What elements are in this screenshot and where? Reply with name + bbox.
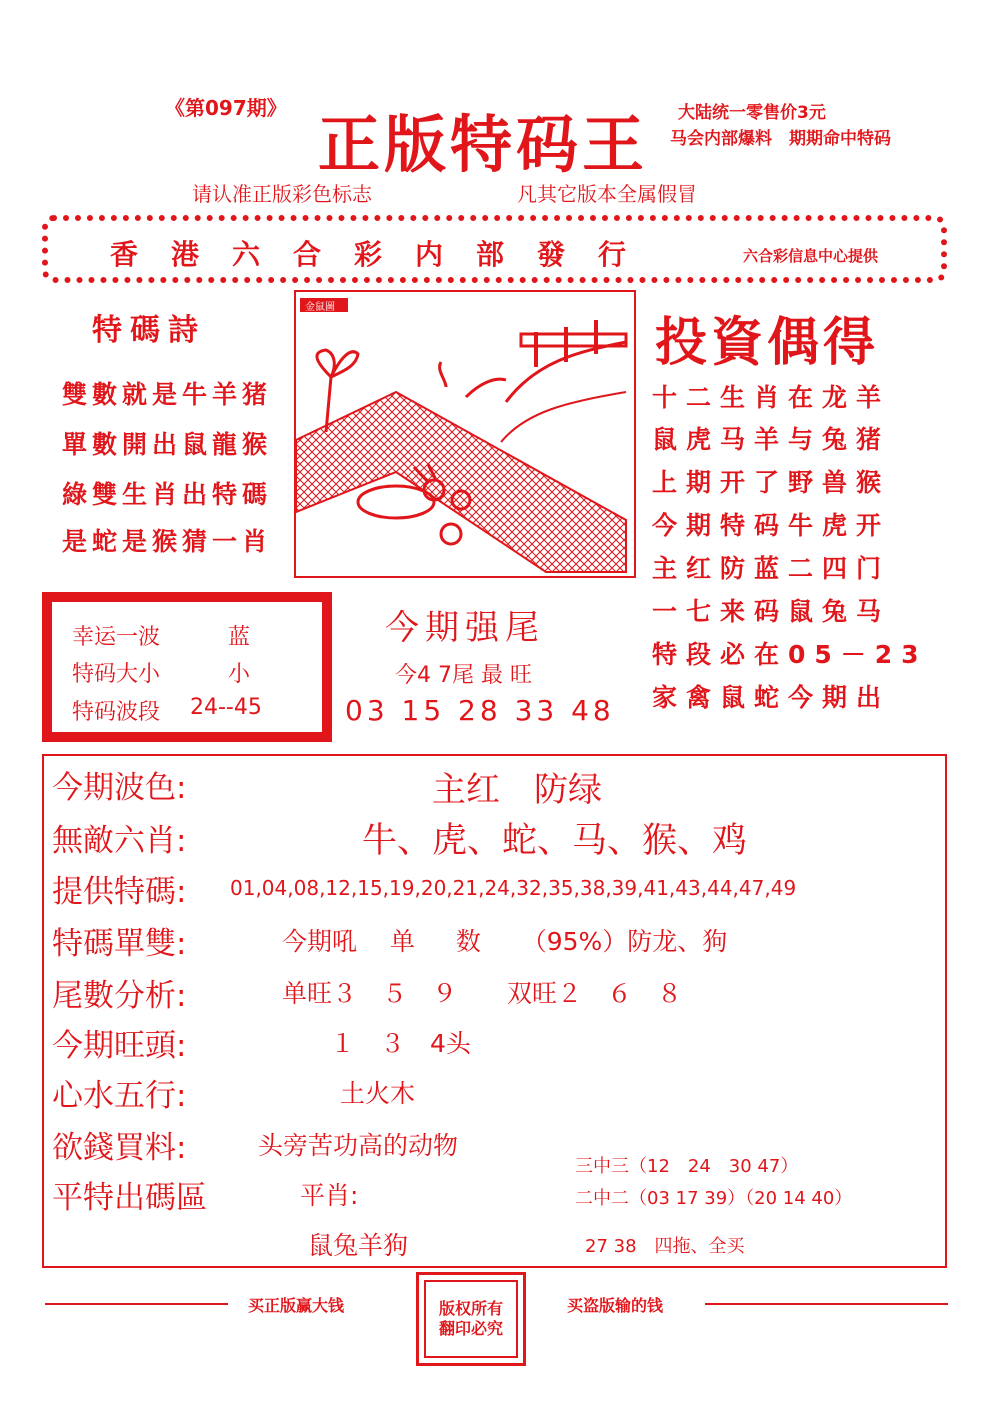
info-row-value: 小 bbox=[228, 662, 251, 687]
hot-heads-label: 今期旺頭: bbox=[52, 1028, 187, 1064]
tail-numbers: 03 15 28 33 48 bbox=[345, 694, 615, 727]
six-zodiac-label: 無敵六肖: bbox=[52, 823, 187, 859]
invest-line: 上期开了野兽猴 bbox=[652, 468, 891, 497]
rabbit-drawing-icon bbox=[296, 292, 634, 576]
footer-right-slogan: 买盗版输的钱 bbox=[567, 1296, 664, 1315]
info-row-value: 蓝 bbox=[228, 625, 251, 650]
tail-analysis-label: 尾數分析: bbox=[52, 978, 187, 1014]
want-money-value: 头旁苦功高的动物 bbox=[258, 1131, 459, 1160]
poem-line: 綠雙生肖出特碼 bbox=[62, 480, 273, 509]
invest-line: 家禽鼠蛇今期出 bbox=[652, 683, 891, 712]
info-row-label: 幸运一波 bbox=[72, 625, 161, 650]
five-elements-label: 心水五行: bbox=[52, 1078, 187, 1114]
invest-line: 鼠虎马羊与兔猪 bbox=[652, 425, 891, 454]
poem-line: 單數開出鼠龍猴 bbox=[62, 430, 273, 459]
invest-line: 今期特码牛虎开 bbox=[652, 511, 891, 540]
tail-subtitle: 今4 7尾 最 旺 bbox=[395, 663, 532, 688]
want-money-label: 欲錢買料: bbox=[52, 1130, 187, 1166]
authentic-notice-left: 请认准正版彩色标志 bbox=[192, 182, 372, 206]
rabbit-illustration bbox=[294, 290, 636, 578]
invest-line: 主红防蓝二四门 bbox=[652, 554, 891, 583]
wave-color-value: 主红 防绿 bbox=[432, 770, 602, 810]
invest-line: 一七来码鼠兔马 bbox=[652, 597, 891, 626]
five-elements-value: 土火木 bbox=[340, 1079, 416, 1108]
flat-zone-label: 平特出碼區 bbox=[52, 1180, 207, 1216]
copyright-stamp-inner bbox=[424, 1280, 518, 1358]
tagline: 马会内部爆料 期期命中特码 bbox=[670, 129, 891, 149]
poem-line: 是蛇是猴猜一肖 bbox=[62, 527, 273, 556]
tail-title: 今期强尾 bbox=[385, 608, 545, 648]
info-row-label: 特码大小 bbox=[72, 662, 161, 687]
stamp-line: 版权所有 bbox=[438, 1299, 503, 1318]
price-note: 大陆统一零售价3元 bbox=[678, 103, 826, 123]
footer-rule-left bbox=[45, 1303, 228, 1305]
stamp-line: 翻印必究 bbox=[438, 1319, 503, 1338]
odd-even-value: 今期吼 单 数 （95%）防龙、狗 bbox=[282, 927, 728, 956]
six-zodiac-value: 牛、虎、蛇、马、猴、鸡 bbox=[362, 821, 748, 861]
flat-zodiac-label: 平肖: bbox=[300, 1181, 359, 1210]
special-codes-value: 01,04,08,12,15,19,20,21,24,32,35,38,39,41,43,44,47,49 bbox=[230, 876, 797, 900]
page-title: 正版特码王 bbox=[318, 108, 649, 181]
footer-rule-right bbox=[705, 1303, 948, 1305]
combo-line: 27 38 四拖、全买 bbox=[585, 1236, 745, 1257]
odd-even-label: 特碼單雙: bbox=[52, 926, 187, 962]
poem-title: 特碼詩 bbox=[92, 313, 206, 348]
special-codes-label: 提供特碼: bbox=[52, 874, 187, 910]
authentic-notice-right: 凡其它版本全属假冒 bbox=[517, 182, 697, 206]
combo-line: 二中二（03 17 39）（20 14 40） bbox=[575, 1188, 853, 1209]
invest-line: 特段必在05－23 bbox=[652, 640, 928, 669]
poem-line: 雙數就是牛羊猪 bbox=[62, 380, 273, 409]
footer-left-slogan: 买正版赢大钱 bbox=[248, 1296, 345, 1315]
info-row-label: 特码波段 bbox=[72, 700, 161, 725]
issuer-note: 六合彩信息中心提供 bbox=[743, 247, 879, 265]
hot-heads-value: １ ３ 4头 bbox=[330, 1029, 471, 1058]
tail-analysis-value: 单旺３ ５ ９ 双旺２ ６ ８ bbox=[282, 979, 683, 1008]
invest-line: 十二生肖在龙羊 bbox=[652, 383, 891, 412]
wave-color-label: 今期波色: bbox=[52, 770, 187, 806]
flat-zodiac-value: 鼠兔羊狗 bbox=[308, 1231, 409, 1260]
info-row-value: 24--45 bbox=[190, 695, 262, 720]
combo-line: 三中三（12 24 30 47） bbox=[575, 1156, 799, 1177]
issue-number: 《第097期》 bbox=[165, 96, 287, 120]
issuer-text: 香港六合彩内部發行 bbox=[110, 238, 660, 271]
invest-title: 投資偶得 bbox=[655, 312, 880, 373]
picture-seal: 金鼠圖 bbox=[305, 302, 335, 313]
